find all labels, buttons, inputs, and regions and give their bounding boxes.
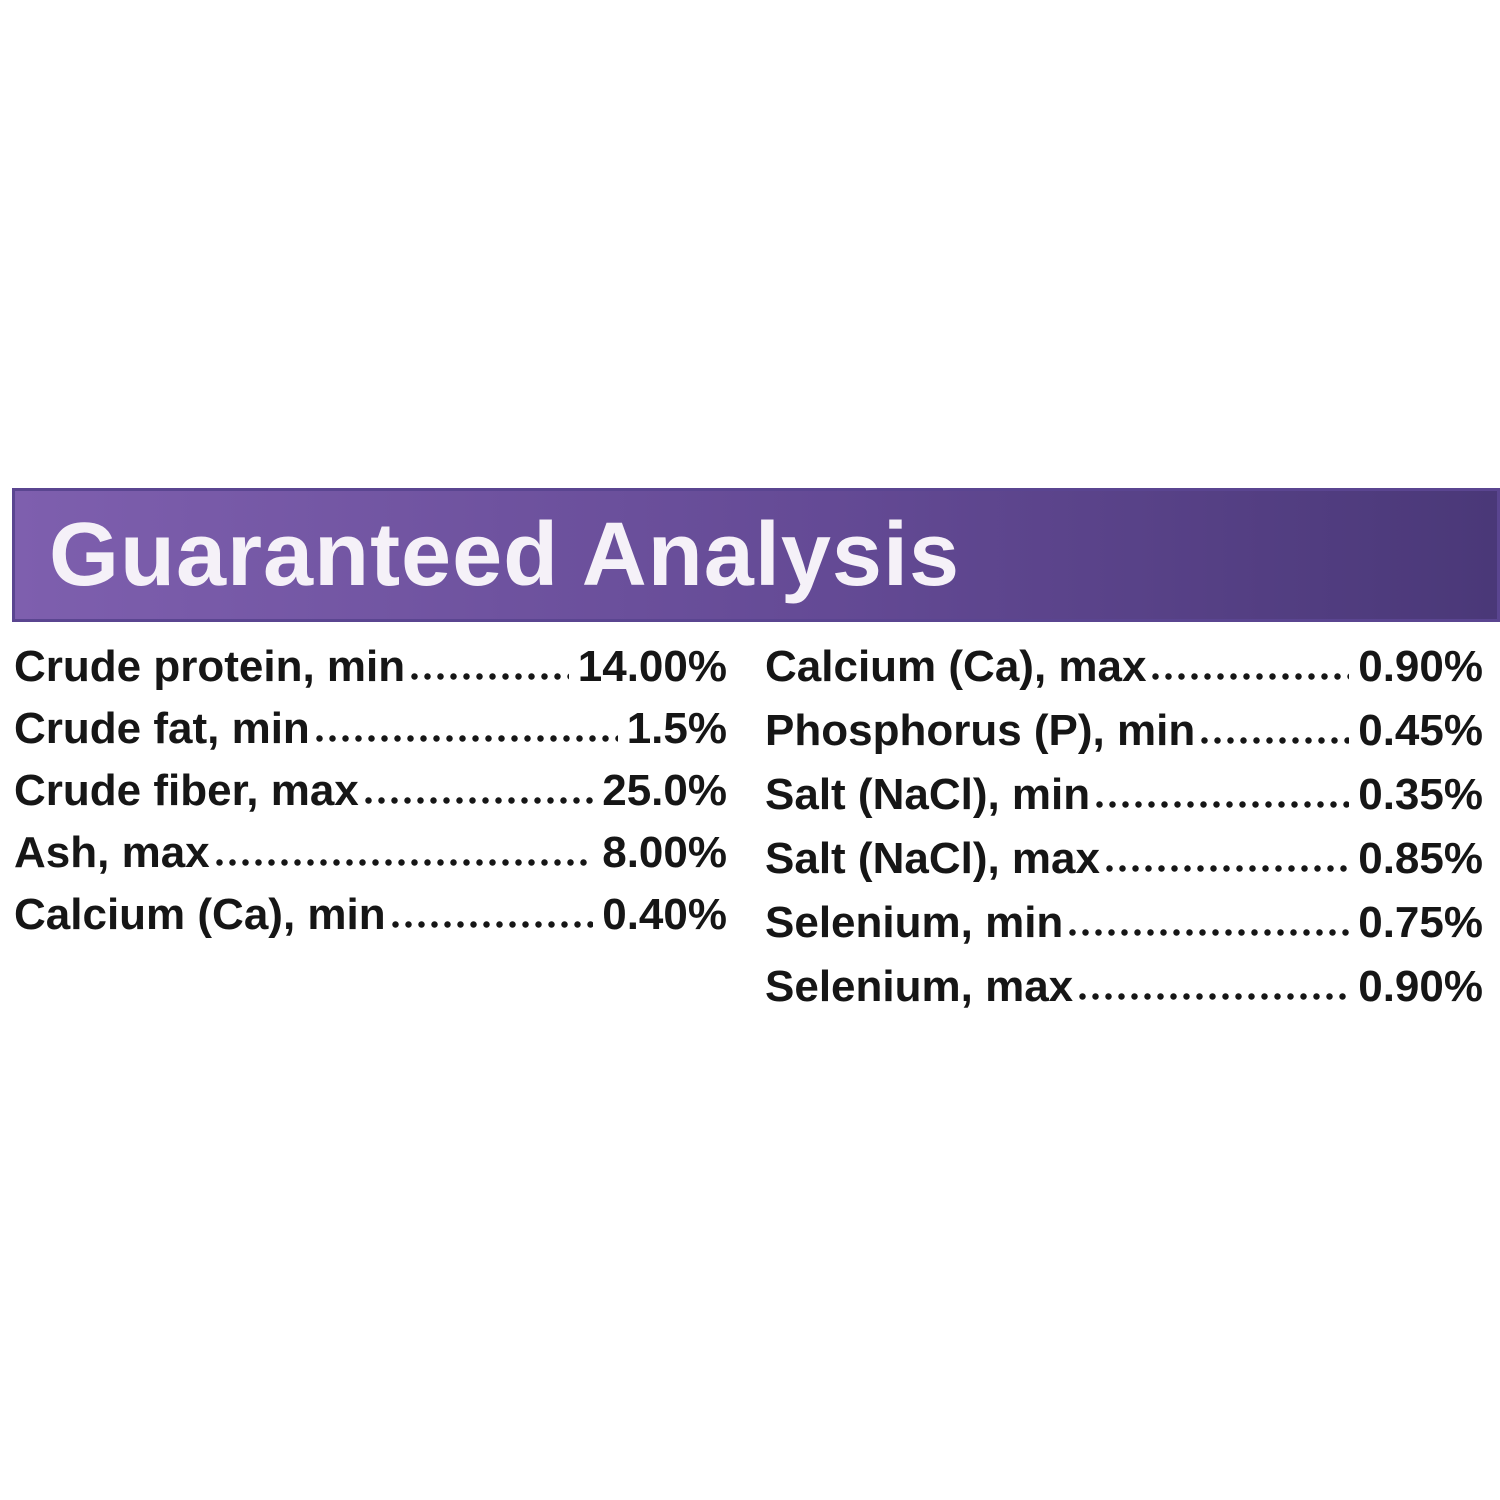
- dotted-leader: [1106, 865, 1349, 872]
- nutrient-value: 0.90%: [1358, 962, 1483, 1011]
- nutrient-label: Calcium (Ca), min: [14, 890, 386, 939]
- dotted-leader: [1201, 737, 1349, 744]
- page-title: Guaranteed Analysis: [49, 505, 961, 605]
- analysis-row-calcium-min: [14, 890, 727, 955]
- nutrient-label: Ash, max: [14, 828, 210, 877]
- dotted-leader: [1069, 929, 1349, 936]
- nutrient-value: 0.35%: [1358, 770, 1483, 819]
- nutrient-value: 0.75%: [1358, 898, 1483, 947]
- nutrient-value: 0.40%: [602, 890, 727, 939]
- dotted-leader: [392, 921, 594, 928]
- analysis-section: [14, 642, 1483, 1029]
- analysis-row-calcium-max: [765, 642, 1483, 709]
- analysis-row-salt-max: [765, 834, 1483, 901]
- nutrient-label: Phosphorus (P), min: [765, 706, 1196, 755]
- nutrient-value: 1.5%: [626, 704, 727, 753]
- analysis-row-phosphorus-min: [765, 706, 1483, 773]
- dotted-leader: [411, 673, 569, 680]
- analysis-row-crude-fat-min: [14, 704, 727, 769]
- dotted-leader: [1152, 673, 1349, 680]
- nutrient-label: Salt (NaCl), min: [765, 770, 1091, 819]
- dotted-leader: [216, 859, 594, 866]
- analysis-row-crude-protein-min: [14, 642, 727, 707]
- analysis-left-column: [14, 642, 727, 1029]
- analysis-row-salt-min: [765, 770, 1483, 837]
- header-bar: [12, 488, 1500, 622]
- dotted-leader: [1079, 993, 1349, 1000]
- nutrient-label: Crude protein, min: [14, 642, 406, 691]
- analysis-right-column: [765, 642, 1483, 1029]
- analysis-row-selenium-min: [765, 898, 1483, 965]
- nutrient-value: 14.00%: [577, 642, 727, 691]
- dotted-leader: [365, 797, 593, 804]
- nutrient-label: Calcium (Ca), max: [765, 642, 1147, 691]
- nutrient-label: Selenium, min: [765, 898, 1064, 947]
- dotted-leader: [1096, 801, 1349, 808]
- nutrient-value: 0.85%: [1358, 834, 1483, 883]
- nutrient-value: 0.45%: [1358, 706, 1483, 755]
- nutrient-label: Selenium, max: [765, 962, 1074, 1011]
- nutrient-value: 0.90%: [1358, 642, 1483, 691]
- nutrient-value: 8.00%: [602, 828, 727, 877]
- nutrient-label: Crude fat, min: [14, 704, 310, 753]
- nutrient-label: Salt (NaCl), max: [765, 834, 1100, 883]
- nutrient-value: 25.0%: [602, 766, 727, 815]
- analysis-row-ash-max: [14, 828, 727, 893]
- dotted-leader: [316, 735, 618, 742]
- analysis-row-crude-fiber-max: [14, 766, 727, 831]
- nutrient-label: Crude fiber, max: [14, 766, 359, 815]
- analysis-row-selenium-max: [765, 962, 1483, 1029]
